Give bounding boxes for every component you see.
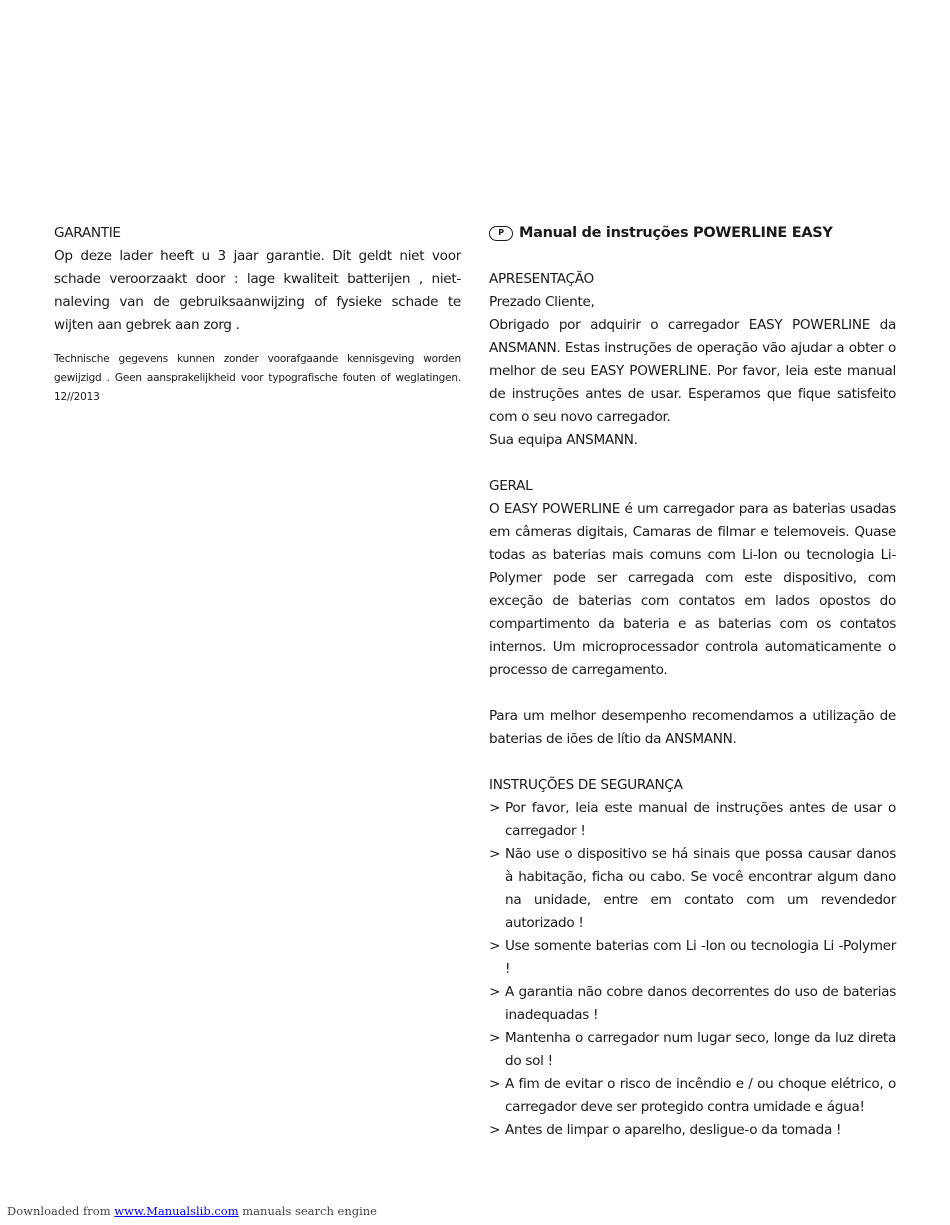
bullet-marker: > xyxy=(489,938,501,954)
safety-item-text: A garantia não cobre danos decorrentes do uso de baterias inadequadas ! xyxy=(505,984,896,1023)
safety-item xyxy=(489,935,896,981)
safety-item-text: Mantenha o carregador num lugar seco, longe da luz direta do sol ! xyxy=(505,1030,896,1069)
apresentacao-salutation: Prezado Cliente, xyxy=(489,294,595,310)
safety-item xyxy=(489,843,896,935)
manual-title: Manual de instruções POWERLINE EASY xyxy=(519,224,833,241)
download-footer xyxy=(7,1204,377,1218)
language-badge-icon: P xyxy=(489,226,513,241)
bullet-marker: > xyxy=(489,1122,501,1138)
safety-item-text: Antes de limpar o aparelho, desligue-o da tomada ! xyxy=(505,1122,842,1138)
left-column xyxy=(54,222,461,418)
footer-suffix: manuals search engine xyxy=(242,1204,377,1218)
garantie-heading: GARANTIE xyxy=(54,225,121,241)
safety-item-text: Por favor, leia este manual de instruções antes de usar o carregador ! xyxy=(505,800,896,839)
bullet-marker: > xyxy=(489,1076,501,1092)
safety-item-text: Use somente baterias com Li -Ion ou tecnologia Li -Polymer ! xyxy=(505,938,896,977)
geral-recommendation: Para um melhor desempenho recomendamos a utilização de baterias de iões de lítio da ANSMANN. xyxy=(489,708,896,747)
bullet-marker: > xyxy=(489,1030,501,1046)
apresentacao-heading: APRESENTAÇÃO xyxy=(489,271,594,287)
bullet-marker: > xyxy=(489,800,501,816)
safety-item-text: Não use o dispositivo se há sinais que possa causar danos à habitação, ficha ou cabo. Se você encontrar algum dano na unidade, entre em contato com um revendedor autorizado ! xyxy=(505,846,896,931)
safety-item xyxy=(489,981,896,1027)
right-column xyxy=(489,221,896,1142)
seguranca-heading: INSTRUÇÕES DE SEGURANÇA xyxy=(489,777,683,793)
safety-item xyxy=(489,1027,896,1073)
technical-note: Technische gegevens kunnen zonder voorafgaande kennisgeving worden gewijzigd . Geen aansprakelijkheid voor typografische fouten of weglatingen. 12//2013 xyxy=(54,353,461,403)
apresentacao-body: Obrigado por adquirir o carregador EASY POWERLINE da ANSMANN. Estas instruções de operação vão ajudar a obter o melhor de seu EASY POWERLINE. Por favor, leia este manual de instruções antes de usar. Esperamos que fique satisfeito com o seu novo carregador. xyxy=(489,317,896,425)
safety-item-text: A fim de evitar o risco de incêndio e / ou choque elétrico, o carregador deve ser protegido contra umidade e água! xyxy=(505,1076,896,1115)
safety-item xyxy=(489,1073,896,1119)
footer-prefix: Downloaded from xyxy=(7,1204,111,1218)
safety-item xyxy=(489,1119,896,1142)
geral-heading: GERAL xyxy=(489,478,533,494)
safety-list xyxy=(489,797,896,1142)
bullet-marker: > xyxy=(489,984,501,1000)
safety-item xyxy=(489,797,896,843)
garantie-body: Op deze lader heeft u 3 jaar garantie. Dit geldt niet voor schade veroorzaakt door : lage kwaliteit batterijen , niet-naleving van de gebruiksaanwijzing of fysieke schade te wijten aan gebrek aan zorg . xyxy=(54,248,461,333)
bullet-marker: > xyxy=(489,846,501,862)
apresentacao-signoff: Sua equipa ANSMANN. xyxy=(489,432,638,448)
manual-title-row xyxy=(489,221,896,245)
geral-body: O EASY POWERLINE é um carregador para as baterias usadas em câmeras digitais, Camaras de filmar e telemoveis. Quase todas as baterias mais comuns com Li-Ion ou tecnologia Li-Polymer pode ser carregada com este dispositivo, com exceção de baterias com contatos em lados opostos do compartimento da bateria e as baterias com os contatos internos. Um microprocessador controla automaticamente o processo de carregamento. xyxy=(489,501,896,678)
manualslib-link[interactable]: www.Manualslib.com xyxy=(114,1204,239,1218)
